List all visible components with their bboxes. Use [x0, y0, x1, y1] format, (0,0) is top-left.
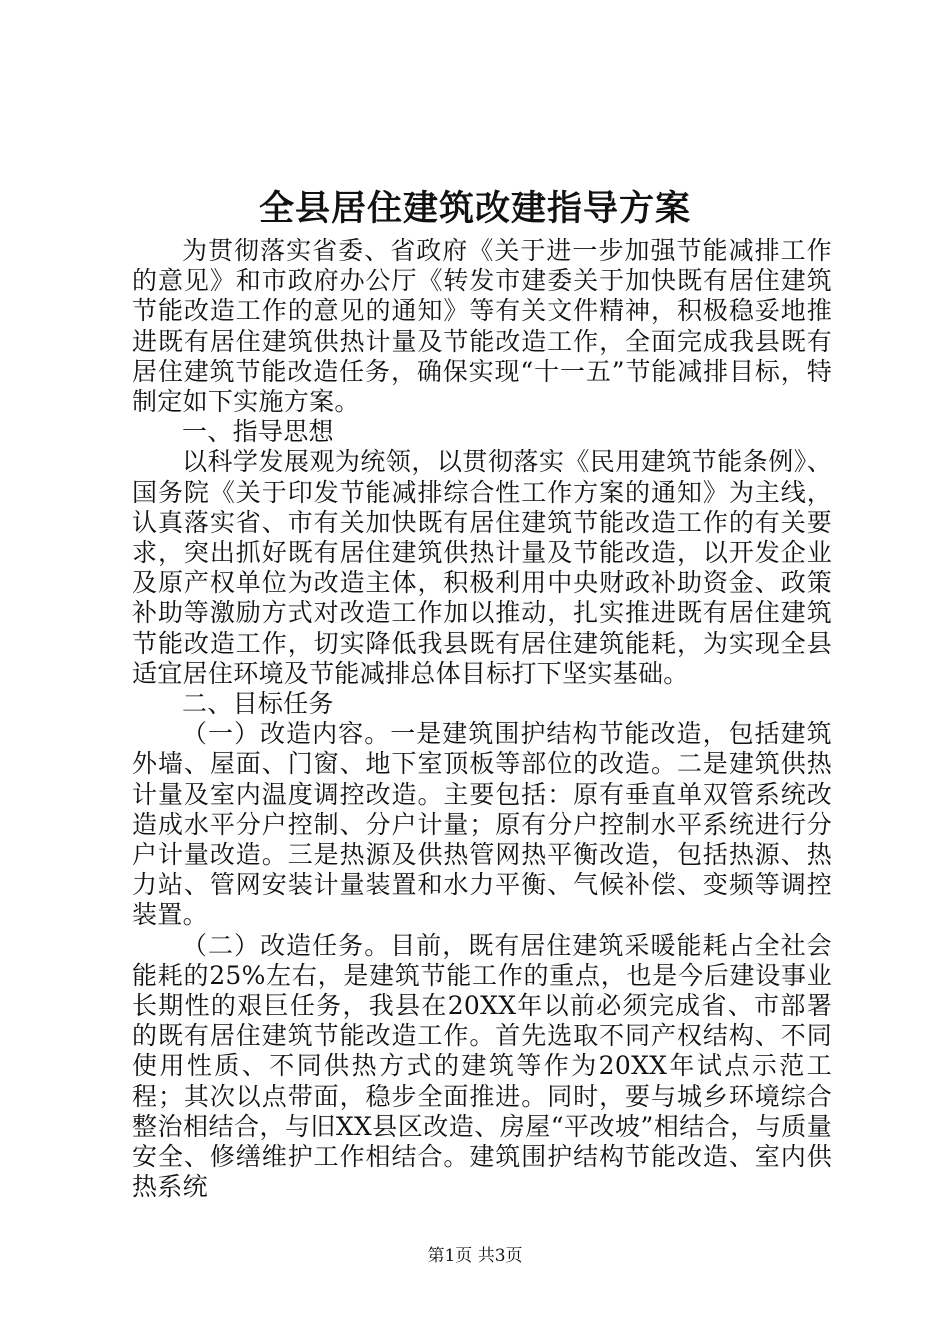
renovation-content-paragraph: （一）改造内容。一是建筑围护结构节能改造，包括建筑外墙、屋面、门窗、地下室顶板等部位的改造。二是建筑供热计量及室内温度调控改造。主要包括：原有垂直单双管系统改造成水平分户控制、分户计量；原有分户控制水平系统进行分户计量改造。三是热源及供热管网热平衡改造，包括热源、热力站、管网安装计量装置和水力平衡、气候补偿、变频等调控装置。	[132, 719, 832, 930]
section-heading-goals: 二、目标任务	[182, 689, 334, 719]
renovation-task-paragraph: （二）改造任务。目前，既有居住建筑采暖能耗占全社会能耗的25%左右，是建筑节能工作的重点，也是今后建设事业长期性的艰巨任务，我县在20XX年以前必须完成省、市部署的既有居住建筑节能改造工作。首先选取不同产权结构、不同使用性质、不同供热方式的建筑等作为20XX年试点示范工程；其次以点带面，稳步全面推进。同时，要与城乡环境综合整治相结合，与旧XX县区改造、房屋“平改坡”相结合，与质量安全、修缮维护工作相结合。建筑围护结构节能改造、室内供热系统	[132, 930, 832, 1202]
intro-paragraph: 为贯彻落实省委、省政府《关于进一步加强节能减排工作的意见》和市政府办公厅《转发市建委关于加快既有居住建筑节能改造工作的意见的通知》等有关文件精神，积极稳妥地推进既有居住建筑供热计量及节能改造工作，全面完成我县既有居住建筑节能改造任务，确保实现“十一五”节能减排目标，特制定如下实施方案。	[132, 236, 832, 417]
guiding-ideology-paragraph: 以科学发展观为统领，以贯彻落实《民用建筑节能条例》、国务院《关于印发节能减排综合性工作方案的通知》为主线，认真落实省、市有关加快既有居住建筑节能改造工作的有关要求，突出抓好既有居住建筑供热计量及节能改造，以开发企业及原产权单位为改造主体，积极利用中央财政补助资金、政策补助等激励方式对改造工作加以推动，扎实推进既有居住建筑节能改造工作，切实降低我县既有居住建筑能耗，为实现全县适宜居住环境及节能减排总体目标打下坚实基础。	[132, 447, 832, 688]
section-heading-guiding-ideology: 一、指导思想	[182, 417, 334, 447]
document-body	[132, 236, 832, 1203]
page-footer: 第1页 共3页	[427, 1246, 523, 1266]
document-title: 全县居住建筑改建指导方案	[258, 188, 691, 229]
